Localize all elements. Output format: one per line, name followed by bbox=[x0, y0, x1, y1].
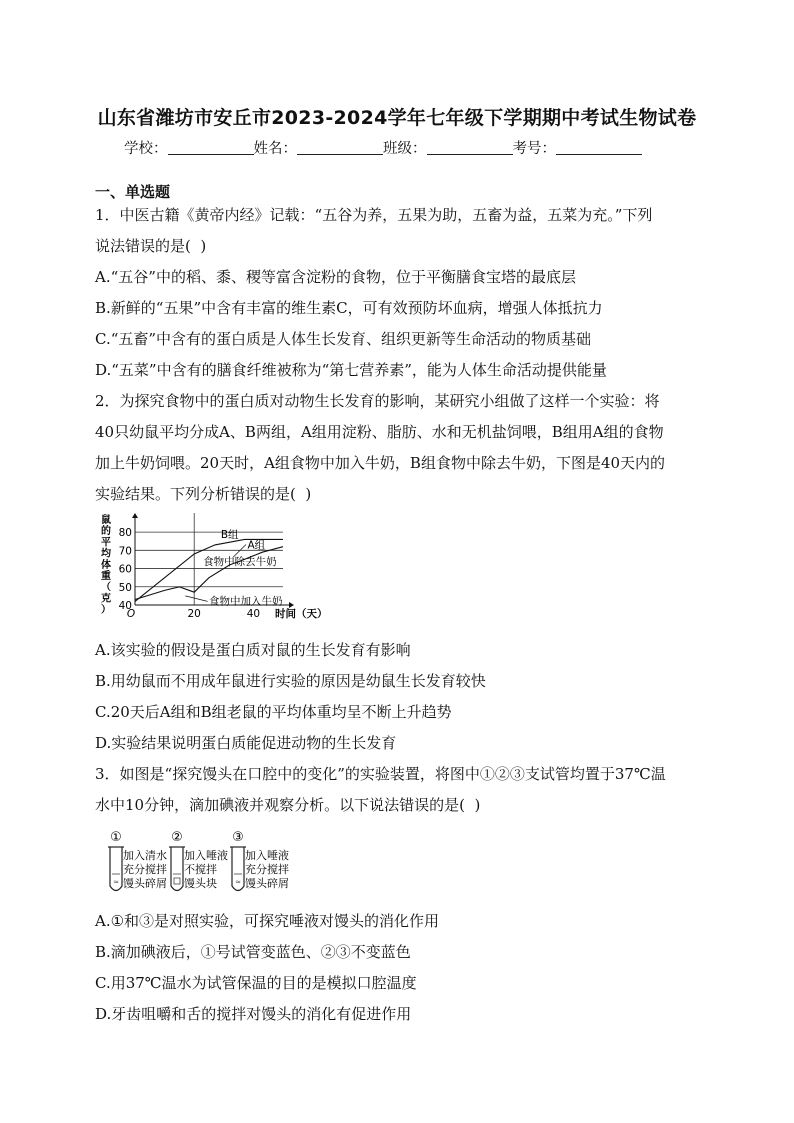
q2-stem-line: 实验结果。下列分析错误的是( ) bbox=[95, 485, 312, 503]
tube-number: ① bbox=[110, 830, 122, 845]
tube-label: 不搅拌 bbox=[184, 863, 217, 876]
bread-crumbs-mark: ≈ bbox=[113, 878, 119, 886]
y-axis-label-char: （ bbox=[101, 582, 111, 594]
tube-label: 馒头碎屑 bbox=[245, 877, 289, 890]
q1-option-a: A.“五谷”中的稻、黍、稷等富含淀粉的食物，位于平衡膳食宝塔的最底层 bbox=[95, 268, 576, 286]
tube-label: 充分搅拌 bbox=[123, 863, 167, 876]
q3-option-c: C.用37℃温水为试管保温的目的是模拟口腔温度 bbox=[95, 974, 417, 992]
x-tick-label: 40 bbox=[246, 608, 261, 620]
tube-label: 馒头碎屑 bbox=[123, 877, 167, 890]
y-tick-label: 60 bbox=[118, 563, 132, 576]
tube-label: 加入唾液 bbox=[245, 849, 289, 862]
q1-stem-line: 说法错误的是( ) bbox=[95, 237, 207, 255]
bread-crumbs-mark: ≈ bbox=[235, 878, 241, 886]
q1-option-b: B.新鲜的“五果”中含有丰富的维生素C，可有效预防坏血病，增强人体抵抗力 bbox=[95, 299, 603, 317]
y-axis-label-char: 鼠 bbox=[101, 515, 111, 526]
series-label-b: B组 bbox=[220, 528, 239, 541]
tube-label: 加入唾液 bbox=[184, 849, 228, 862]
test-tube-2 bbox=[169, 830, 228, 891]
y-axis-arrow bbox=[132, 513, 138, 518]
x-tick-label: 20 bbox=[187, 608, 201, 620]
test-tube-figure bbox=[104, 828, 304, 896]
q2-option-a: A.该实验的假设是蛋白质对鼠的生长发育有影响 bbox=[95, 641, 411, 659]
y-axis-label-char: 重 bbox=[101, 571, 111, 582]
y-axis-label-char: 平 bbox=[101, 537, 111, 549]
bread-block-mark bbox=[174, 878, 180, 884]
name-blank bbox=[297, 140, 383, 155]
y-axis-label-char: 的 bbox=[101, 526, 111, 538]
series-label-a: A组 bbox=[247, 539, 266, 552]
school-label: 学校： bbox=[124, 141, 168, 157]
section-header: 一、单选题 bbox=[95, 183, 171, 201]
y-tick-label: 50 bbox=[118, 581, 132, 594]
class-blank bbox=[427, 140, 513, 155]
weight-line-chart bbox=[98, 513, 348, 631]
y-axis-label-char: 克 bbox=[101, 593, 111, 605]
q2-option-b: B.用幼鼠而不用成年鼠进行实验的原因是幼鼠生长发育较快 bbox=[95, 672, 486, 690]
test-tube-1 bbox=[108, 830, 167, 891]
q1-stem-line: 1．中医古籍《黄帝内经》记载：“五谷为养，五果为助，五畜为益，五菜为充。”下列 bbox=[95, 206, 653, 224]
tube-label: 馒头块 bbox=[184, 877, 217, 890]
q1-option-d: D.“五菜”中含有的膳食纤维被称为“第七营养素”，能为人体生命活动提供能量 bbox=[95, 361, 607, 379]
q3-option-a: A.①和③是对照实验，可探究唾液对馒头的消化作用 bbox=[95, 912, 440, 930]
x-tick-label: O bbox=[126, 608, 136, 620]
exam-number-blank bbox=[556, 140, 642, 155]
school-blank bbox=[168, 140, 254, 155]
x-axis-label: 时间（天） bbox=[275, 608, 328, 620]
tube-label: 充分搅拌 bbox=[245, 863, 289, 876]
y-tick-label: 80 bbox=[118, 527, 132, 540]
exam-number-label: 考号： bbox=[512, 141, 556, 157]
q3-option-d: D.牙齿咀嚼和舌的搅拌对馒头的消化有促进作用 bbox=[95, 1005, 412, 1023]
tube-number: ③ bbox=[232, 830, 244, 845]
y-tick-label: 70 bbox=[118, 545, 132, 558]
test-tube-3 bbox=[230, 830, 289, 891]
q2-option-d: D.实验结果说明蛋白质能促进动物的生长发育 bbox=[95, 734, 397, 752]
tube-label: 加入清水 bbox=[123, 849, 167, 862]
q3-stem-line: 3．如图是“探究馒头在口腔中的变化”的实验装置，将图中①②③支试管均置于37℃温 bbox=[95, 765, 666, 783]
series-line-a bbox=[135, 547, 283, 600]
q2-stem-line: 40只幼鼠平均分成A、B两组，A组用淀粉、脂肪、水和无机盐饲喂，B组用A组的食物 bbox=[95, 423, 664, 441]
y-axis-label-char: 体 bbox=[101, 559, 111, 571]
class-label: 班级： bbox=[383, 141, 427, 157]
student-info-line bbox=[124, 137, 642, 158]
page-title: 山东省潍坊市安丘市2023-2024学年七年级下学期期中考试生物试卷 bbox=[97, 107, 697, 129]
q2-stem-line: 加上牛奶饲喂。20天时，A组食物中加入牛奶，B组食物中除去牛奶，下图是40天内的 bbox=[95, 454, 666, 472]
q3-option-b: B.滴加碘液后，①号试管变蓝色、②③不变蓝色 bbox=[95, 943, 411, 961]
q2-option-c: C.20天后A组和B组老鼠的平均体重均呈不断上升趋势 bbox=[95, 703, 452, 721]
name-label: 姓名： bbox=[253, 141, 297, 157]
annotation-pointer bbox=[185, 596, 207, 601]
annotation-remove-milk: 食物中除去牛奶 bbox=[203, 556, 277, 569]
q2-stem-line: 2．为探究食物中的蛋白质对动物生长发育的影响，某研究小组做了这样一个实验：将 bbox=[95, 392, 660, 410]
annotation-add-milk: 食物中加入牛奶 bbox=[209, 595, 283, 608]
tube-number: ② bbox=[171, 830, 183, 845]
q3-stem-line: 水中10分钟，滴加碘液并观察分析。以下说法错误的是( ) bbox=[95, 796, 481, 814]
y-tick-label: 40 bbox=[118, 600, 132, 612]
q1-option-c: C.“五畜”中含有的蛋白质是人体生长发育、组织更新等生命活动的物质基础 bbox=[95, 330, 592, 348]
y-axis-label-char: 均 bbox=[101, 548, 111, 560]
y-axis-label-char: ） bbox=[101, 604, 111, 616]
